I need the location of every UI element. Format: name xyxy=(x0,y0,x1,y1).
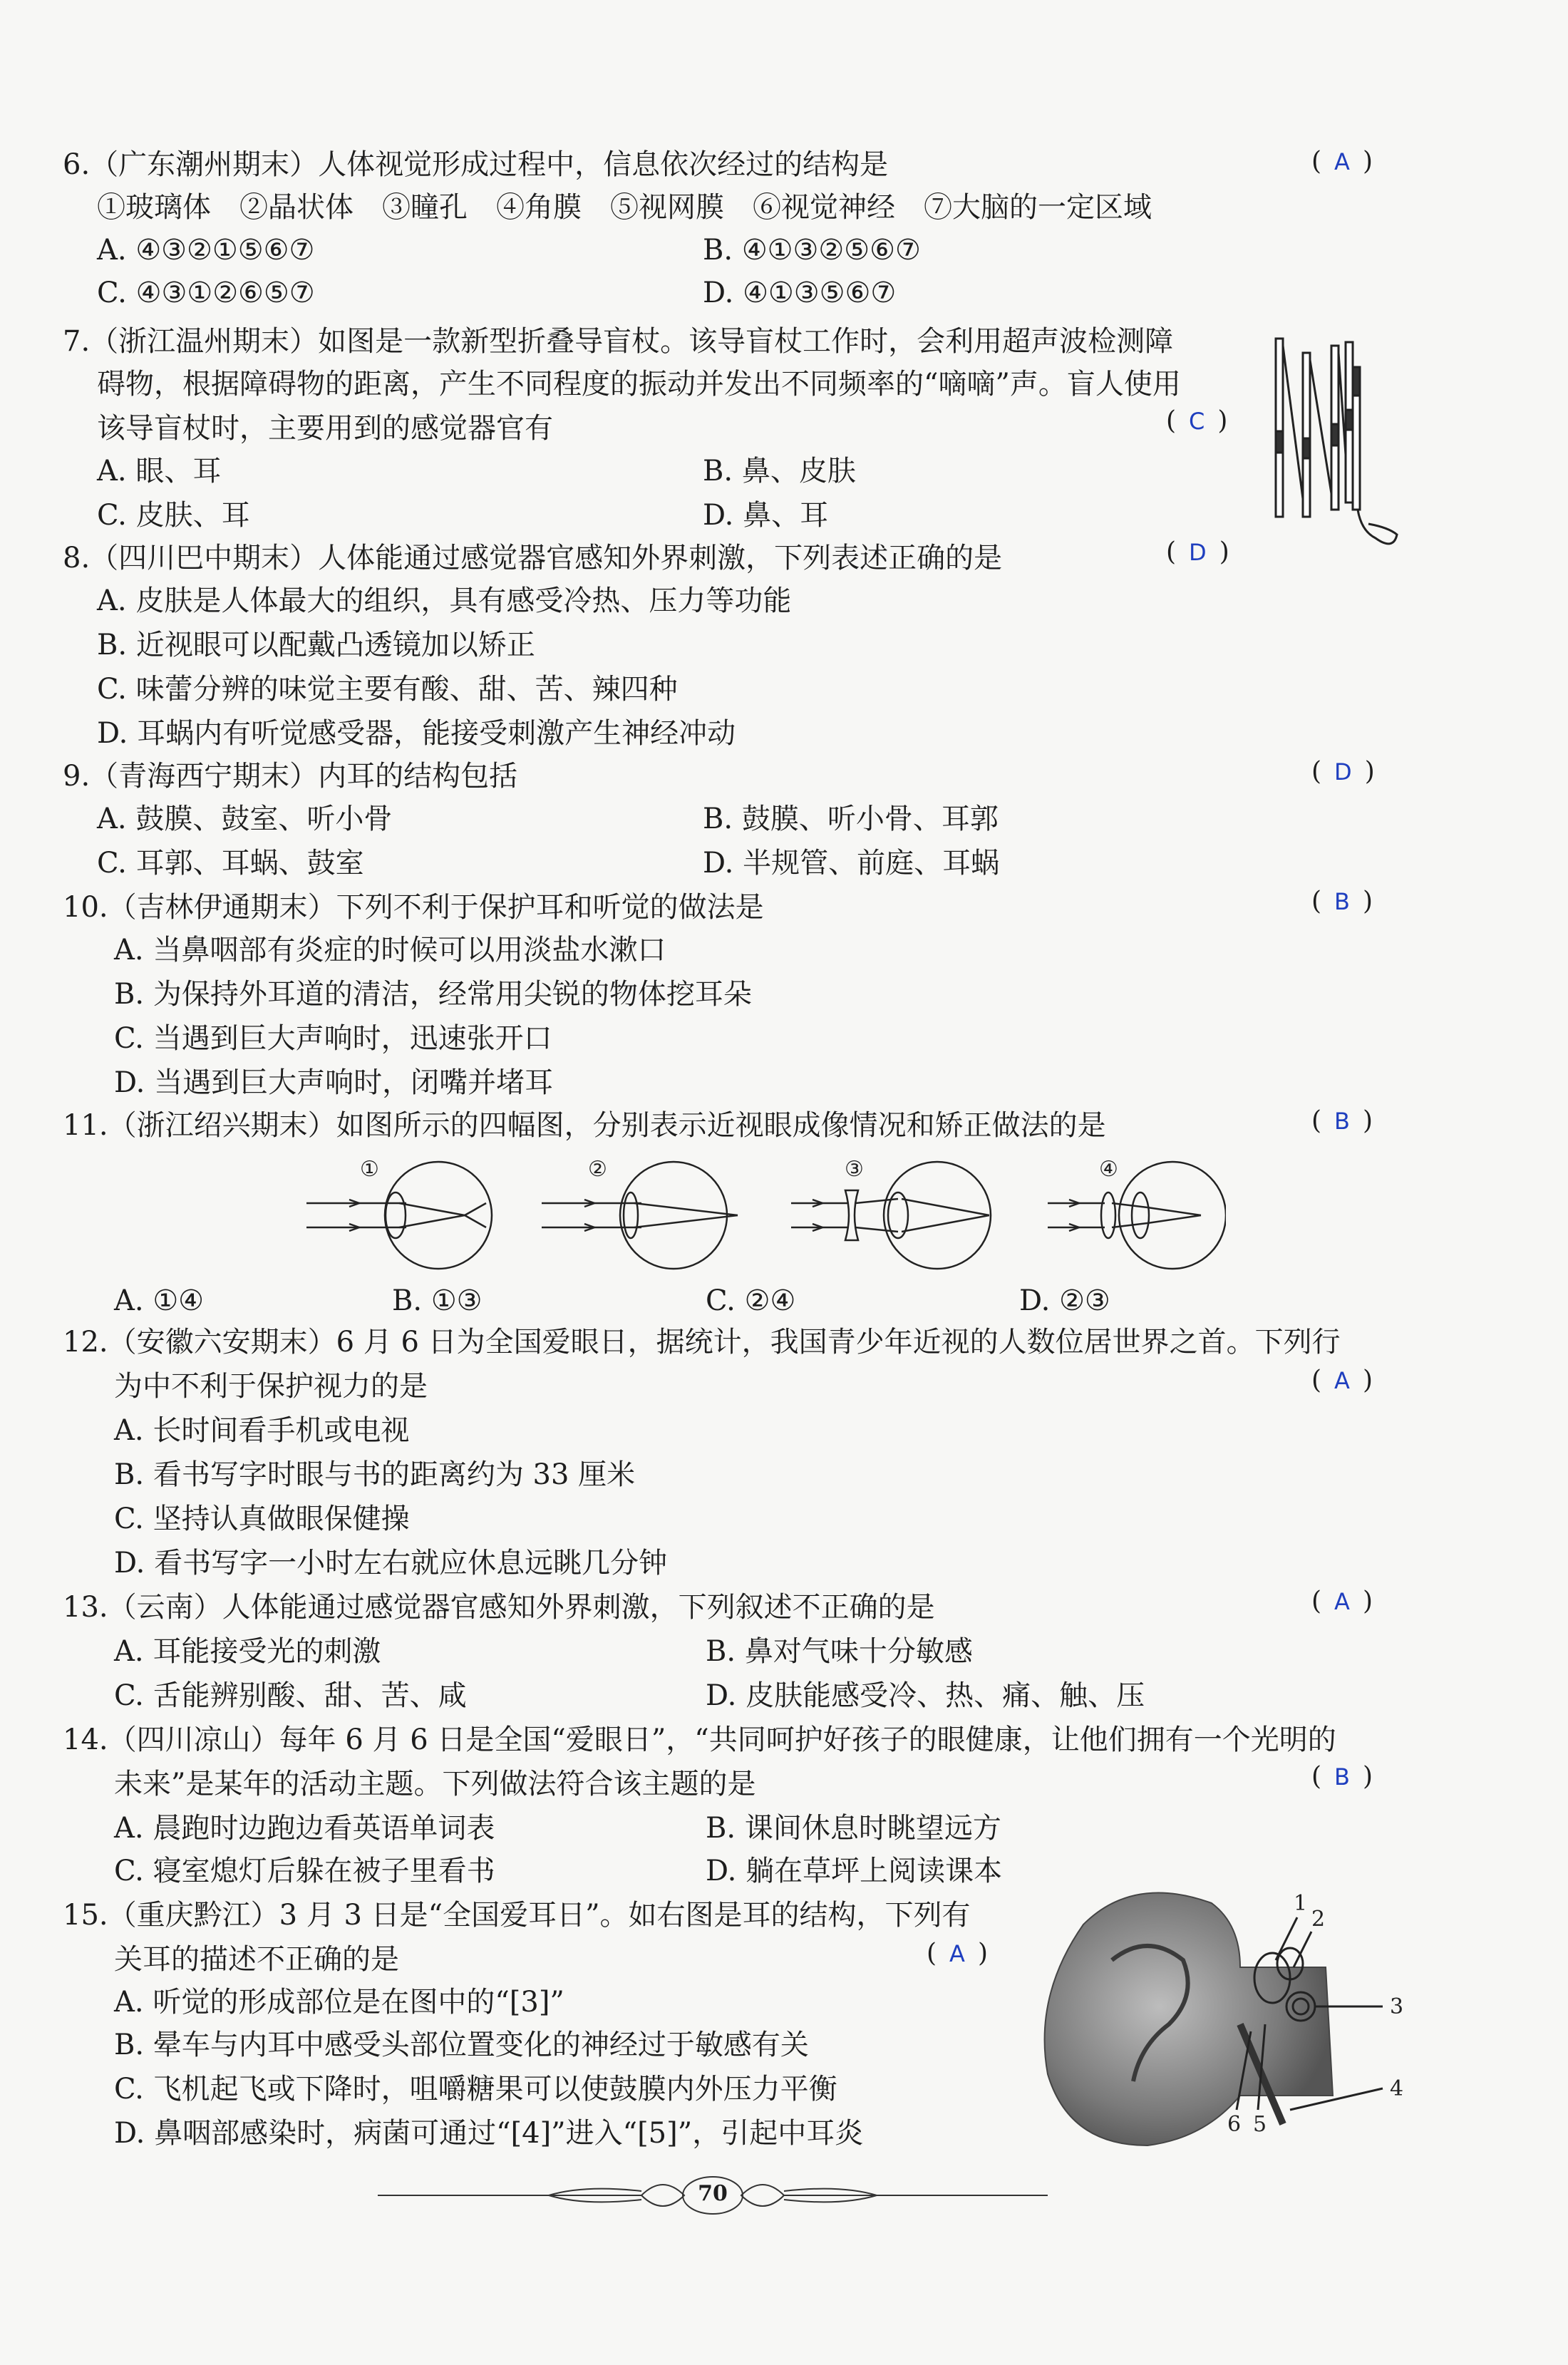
q7-option-d: D. 鼻、耳 xyxy=(703,499,829,532)
q10-option-c: C. 当遇到巨大声响时，迅速张开口 xyxy=(114,1022,552,1055)
q12-answer: ( A ) xyxy=(1311,1366,1373,1395)
q6-option-b: B. ④①③②⑤⑥⑦ xyxy=(703,234,921,267)
eye-diagram-4 xyxy=(1048,1162,1226,1269)
q15-stem-line-1: 15.（重庆黔江）3 月 3 日是“全国爱耳日”。如右图是耳的结构，下列有 xyxy=(63,1899,971,1932)
ear-structure-figure xyxy=(1026,1882,1425,2153)
q11-option-c: C. ②④ xyxy=(706,1284,796,1317)
q13-answer-letter: A xyxy=(1334,1588,1350,1615)
q9-option-d: D. 半规管、前庭、耳蜗 xyxy=(703,847,1000,880)
eye-diagram-2-label: ② xyxy=(588,1157,607,1182)
eye-diagram-4-label: ④ xyxy=(1099,1157,1118,1182)
q13-option-c: C. 舌能辨别酸、甜、苦、咸 xyxy=(114,1679,467,1712)
q11-answer: ( B ) xyxy=(1311,1106,1373,1135)
q8-option-b: B. 近视眼可以配戴凸透镜加以矫正 xyxy=(97,629,535,661)
q9-answer: ( D ) xyxy=(1311,757,1375,786)
ear-label-2: 2 xyxy=(1311,1907,1326,1932)
q7-answer: ( C ) xyxy=(1166,406,1228,436)
q6-option-a: A. ④③②①⑤⑥⑦ xyxy=(97,234,315,267)
q11-option-a: A. ①④ xyxy=(114,1284,205,1317)
q10-answer-letter: B xyxy=(1334,888,1350,915)
q11-answer-letter: B xyxy=(1334,1108,1350,1135)
q6-option-d: D. ④①③⑤⑥⑦ xyxy=(703,277,897,309)
q7-option-a: A. 眼、耳 xyxy=(97,455,222,488)
q7-option-c: C. 皮肤、耳 xyxy=(97,499,250,532)
eye-diagram-1-label: ① xyxy=(360,1157,379,1182)
q11-option-b: B. ①③ xyxy=(392,1284,483,1317)
q13-option-d: D. 皮肤能感受冷、热、痛、触、压 xyxy=(706,1679,1145,1712)
q12-option-d: D. 看书写字一小时左右就应休息远眺几分钟 xyxy=(114,1547,668,1580)
q9-answer-letter: D xyxy=(1334,758,1352,785)
eye-diagram-1 xyxy=(306,1162,492,1269)
q12-stem-line-2: 为中不利于保护视力的是 xyxy=(114,1370,428,1403)
q6-answer: ( A ) xyxy=(1311,147,1373,176)
q10-answer: ( B ) xyxy=(1311,887,1373,916)
ear-label-3: 3 xyxy=(1390,1994,1404,2019)
q15-stem-line-2: 关耳的描述不正确的是 xyxy=(114,1943,399,1976)
q7-stem-line-3: 该导盲杖时，主要用到的感觉器官有 xyxy=(97,412,553,445)
q8-answer-letter: D xyxy=(1189,539,1207,566)
q10-stem-line-1: 10.（吉林伊通期末）下列不利于保护耳和听觉的做法是 xyxy=(63,891,764,924)
q6-answer-letter: A xyxy=(1334,148,1350,175)
q15-answer: ( A ) xyxy=(927,1939,988,1968)
q7-option-b: B. 鼻、皮肤 xyxy=(703,455,856,488)
eye-diagram-3 xyxy=(791,1162,991,1269)
q8-option-c: C. 味蕾分辨的味觉主要有酸、甜、苦、辣四种 xyxy=(97,673,678,706)
q13-answer: ( A ) xyxy=(1311,1587,1373,1616)
q13-stem-line-1: 13.（云南）人体能通过感觉器官感知外界刺激，下列叙述不正确的是 xyxy=(63,1591,935,1624)
q6-stem-line-2: ①玻璃体 ②晶状体 ③瞳孔 ④角膜 ⑤视网膜 ⑥视觉神经 ⑦大脑的一定区域 xyxy=(97,191,1152,224)
ear-label-1: 1 xyxy=(1294,1891,1308,1916)
q8-stem-line-1: 8.（四川巴中期末）人体能通过感觉器官感知外界刺激，下列表述正确的是 xyxy=(63,542,1003,574)
q14-option-a: A. 晨跑时边跑边看英语单词表 xyxy=(114,1812,495,1845)
q14-option-c: C. 寝室熄灯后躲在被子里看书 xyxy=(114,1855,495,1887)
q15-option-d: D. 鼻咽部感染时，病菌可通过“[4]”进入“[5]”，引起中耳炎 xyxy=(114,2117,864,2150)
q12-option-a: A. 长时间看手机或电视 xyxy=(114,1414,410,1447)
q7-answer-letter: C xyxy=(1189,408,1205,435)
q7-stem-line-2: 碍物，根据障碍物的距离，产生不同程度的振动并发出不同频率的“嘀嘀”声。盲人使用 xyxy=(97,368,1181,401)
q6-option-c: C. ④③①②⑥⑤⑦ xyxy=(97,277,315,309)
folding-cane-figure xyxy=(1269,324,1411,560)
ear-label-5: 5 xyxy=(1253,2112,1267,2137)
q10-option-d: D. 当遇到巨大声响时，闭嘴并堵耳 xyxy=(114,1066,554,1099)
q14-option-b: B. 课间休息时眺望远方 xyxy=(706,1812,1001,1845)
q8-answer: ( D ) xyxy=(1166,537,1229,567)
q15-option-c: C. 飞机起飞或下降时，咀嚼糖果可以使鼓膜内外压力平衡 xyxy=(114,2073,837,2106)
q12-answer-letter: A xyxy=(1334,1367,1350,1394)
ear-label-6: 6 xyxy=(1227,2112,1242,2137)
q8-option-a: A. 皮肤是人体最大的组织，具有感受冷热、压力等功能 xyxy=(97,584,792,617)
q9-option-a: A. 鼓膜、鼓室、听小骨 xyxy=(97,803,393,835)
q9-stem-line-1: 9.（青海西宁期末）内耳的结构包括 xyxy=(63,760,518,793)
q12-option-b: B. 看书写字时眼与书的距离约为 33 厘米 xyxy=(114,1458,636,1491)
q8-option-d: D. 耳蜗内有听觉感受器，能接受刺激产生神经冲动 xyxy=(97,717,736,750)
q15-answer-letter: A xyxy=(949,1940,965,1967)
page-number: 70 xyxy=(698,2181,728,2206)
q15-option-b: B. 晕车与内耳中感受头部位置变化的神经过于敏感有关 xyxy=(114,2029,809,2061)
eye-diagrams-figure xyxy=(299,1155,1226,1276)
q7-stem-line-1: 7.（浙江温州期末）如图是一款新型折叠导盲杖。该导盲杖工作时，会利用超声波检测障 xyxy=(63,325,1174,358)
q9-option-c: C. 耳郭、耳蜗、鼓室 xyxy=(97,847,364,880)
q12-stem-line-1: 12.（安徽六安期末）6 月 6 日为全国爱眼日，据统计，我国青少年近视的人数位居世界之首。下列行 xyxy=(63,1326,1341,1359)
q14-stem-line-2: 未来”是某年的活动主题。下列做法符合该主题的是 xyxy=(114,1768,756,1800)
q9-option-b: B. 鼓膜、听小骨、耳郭 xyxy=(703,803,999,835)
q11-stem-line-1: 11.（浙江绍兴期末）如图所示的四幅图，分别表示近视眼成像情况和矫正做法的是 xyxy=(63,1109,1106,1142)
q10-option-a: A. 当鼻咽部有炎症的时候可以用淡盐水漱口 xyxy=(114,934,666,967)
q13-option-b: B. 鼻对气味十分敏感 xyxy=(706,1635,973,1668)
q11-option-d: D. ②③ xyxy=(1019,1284,1110,1317)
q14-answer-letter: B xyxy=(1334,1763,1350,1791)
q12-option-c: C. 坚持认真做眼保健操 xyxy=(114,1503,410,1535)
q13-option-a: A. 耳能接受光的刺激 xyxy=(114,1635,381,1668)
q6-stem-line-1: 6.（广东潮州期末）人体视觉形成过程中，信息依次经过的结构是 xyxy=(63,148,889,181)
q14-stem-line-1: 14.（四川凉山）每年 6 月 6 日是全国“爱眼日”，“共同呵护好孩子的眼健康，让他们拥有一个光明的 xyxy=(63,1723,1336,1756)
q15-option-a: A. 听觉的形成部位是在图中的“[3]” xyxy=(114,1986,564,2019)
eye-diagram-3-label: ③ xyxy=(845,1157,864,1182)
ear-label-4: 4 xyxy=(1390,2076,1404,2101)
q14-option-d: D. 躺在草坪上阅读课本 xyxy=(706,1855,1003,1887)
q10-option-b: B. 为保持外耳道的清洁，经常用尖锐的物体挖耳朵 xyxy=(114,978,752,1011)
eye-diagram-2 xyxy=(542,1162,738,1269)
q14-answer: ( B ) xyxy=(1311,1762,1373,1791)
